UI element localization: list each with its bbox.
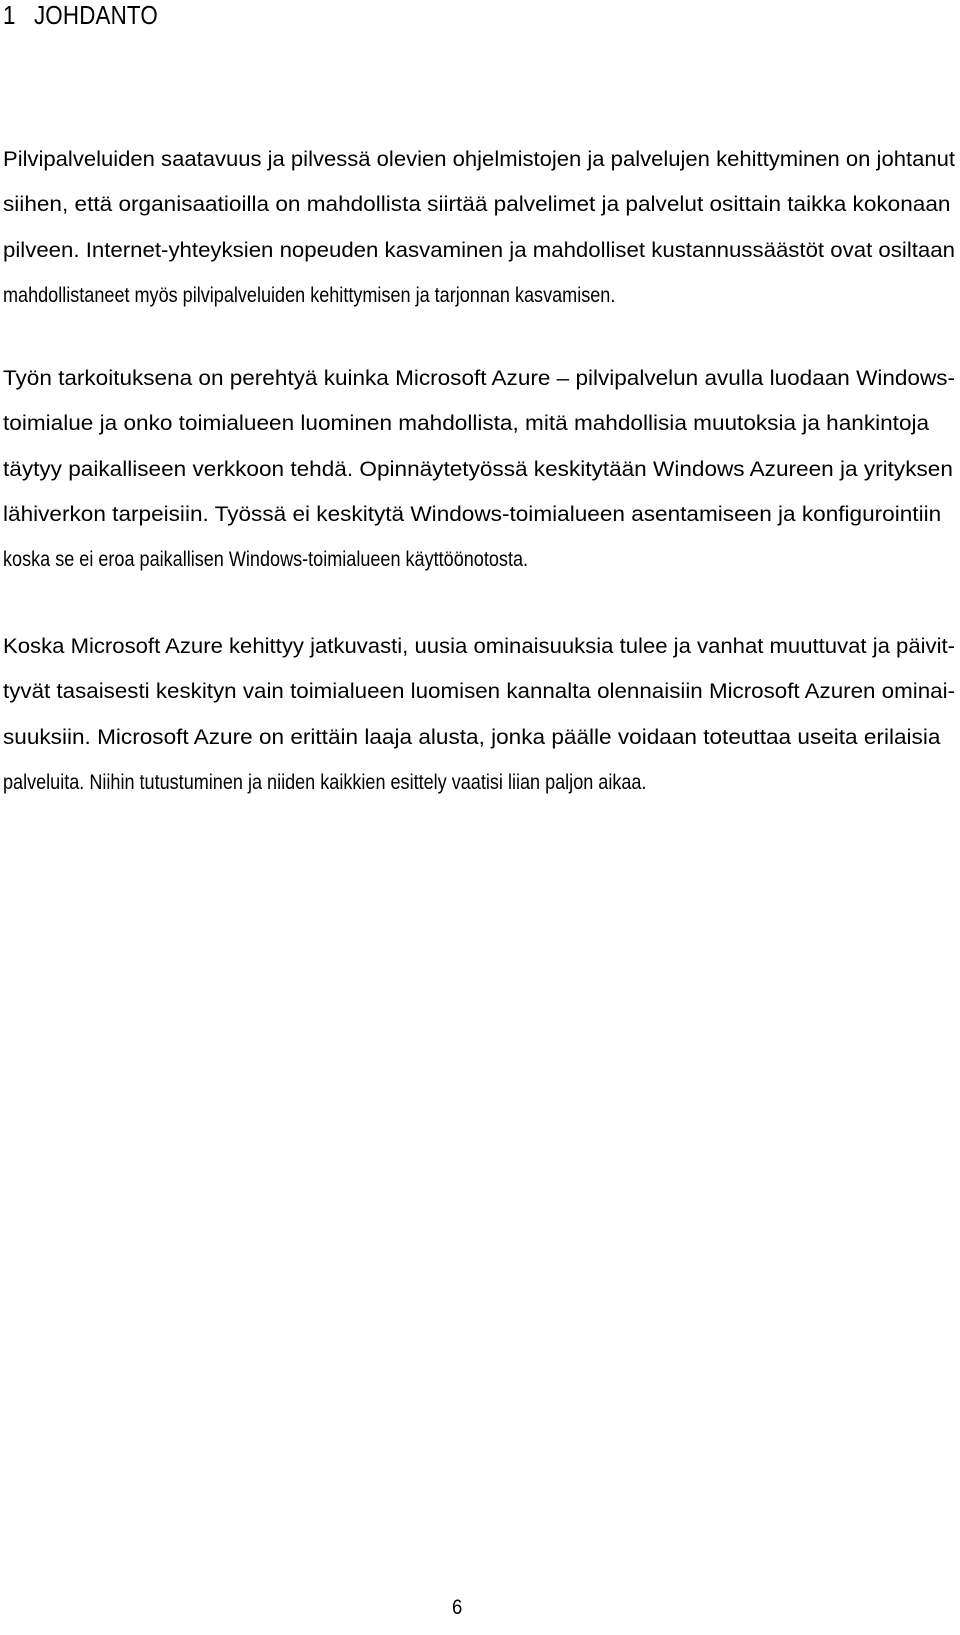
paragraph-line: mahdollistaneet myös pilvipalveluiden kehittymisen ja tarjonnan kasvamisen. xyxy=(3,282,616,307)
paragraph-3 xyxy=(3,624,955,805)
chapter-number: 1 xyxy=(3,0,16,30)
chapter-heading xyxy=(3,0,158,30)
chapter-title: JOHDANTO xyxy=(33,0,158,30)
paragraph-1 xyxy=(3,137,955,318)
paragraph-line: pilveen. Internet-yhteyksien nopeuden kasvaminen ja mahdolliset kustannussäästöt ovat osiltaan xyxy=(3,237,955,262)
paragraph-line: siihen, että organisaatioilla on mahdollista siirtää palvelimet ja palvelut osittain taikka kokonaan xyxy=(3,192,951,217)
paragraph-line: tyvät tasaisesti keskityn vain toimialueen luomisen kannalta olennaisiin Microsoft Azuren ominai- xyxy=(3,679,955,704)
paragraph-2 xyxy=(3,356,955,582)
paragraph-line: Koska Microsoft Azure kehittyy jatkuvasti, uusia ominaisuuksia tulee ja vanhat muuttuvat ja päivit- xyxy=(3,634,955,658)
paragraph-line: Pilvipalveluiden saatavuus ja pilvessä olevien ohjelmistojen ja palvelujen kehittyminen on johtanut xyxy=(3,147,956,171)
paragraph-line: täytyy paikalliseen verkkoon tehdä. Opinnäytetyössä keskitytään Windows Azureen ja yrityksen xyxy=(3,456,953,481)
paragraph-line: lähiverkon tarpeisiin. Työssä ei keskitytä Windows-toimialueen asentamiseen ja konfigurointiin xyxy=(3,501,942,526)
page-number: 6 xyxy=(452,1596,463,1619)
paragraph-line: Työn tarkoituksena on perehtyä kuinka Microsoft Azure – pilvipalvelun avulla luodaan Windows- xyxy=(3,366,955,390)
paragraph-line: suuksiin. Microsoft Azure on erittäin laaja alusta, jonka päälle voidaan toteuttaa useita erilaisia xyxy=(3,724,941,749)
paragraph-line: koska se ei eroa paikallisen Windows-toimialueen käyttöönotosta. xyxy=(3,547,529,572)
paragraph-line: toimialue ja onko toimialueen luominen mahdollista, mitä mahdollisia muutoksia ja hankintoja xyxy=(3,411,930,436)
paragraph-line: palveluita. Niihin tutustuminen ja niiden kaikkien esittely vaatisi liian paljon aikaa. xyxy=(3,769,647,794)
